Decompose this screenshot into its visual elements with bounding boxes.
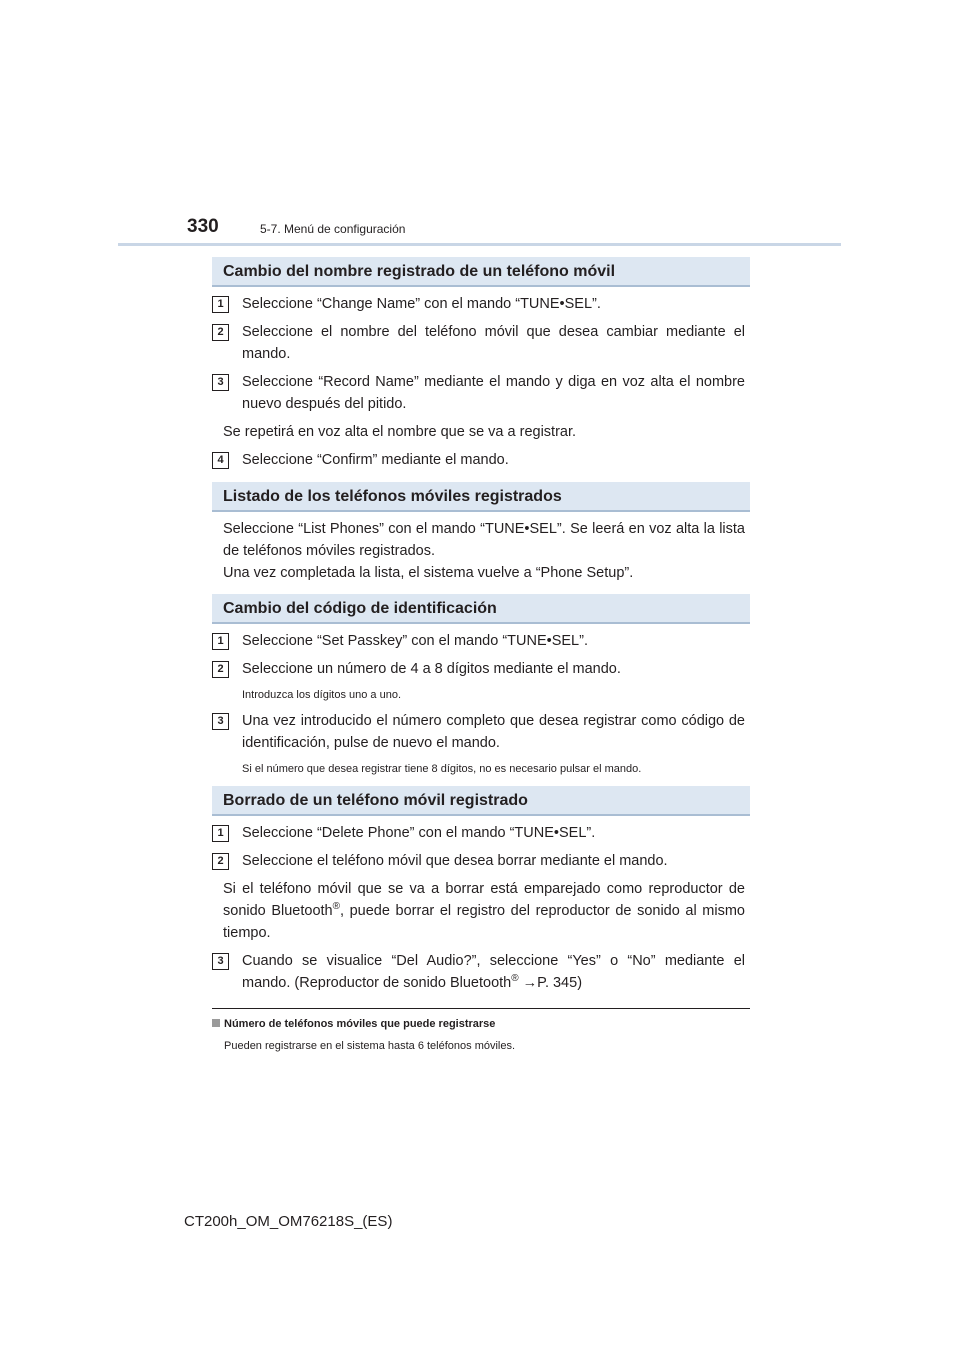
- step-number: 4: [212, 452, 229, 469]
- step-number: 1: [212, 633, 229, 650]
- step-number: 2: [212, 853, 229, 870]
- body-paragraph: Seleccione “List Phones” con el mando “TUNE•SEL”. Se leerá en voz alta la lista de teléfonos móviles registrados.: [223, 521, 745, 559]
- paragraph-part: , puede borrar el registro del reproductor de sonido al mismo tiempo.: [223, 903, 745, 941]
- step-text: Seleccione “Delete Phone” con el mando “TUNE•SEL”.: [242, 825, 596, 841]
- note-title-text: Número de teléfonos móviles que puede registrarse: [224, 1018, 496, 1030]
- document-code: CT200h_OM_OM76218S_(ES): [184, 1213, 393, 1230]
- step-text: [242, 950, 745, 994]
- step-number: 2: [212, 324, 229, 341]
- body-paragraph: [223, 878, 745, 944]
- step-text: Seleccione el teléfono móvil que desea borrar mediante el mando.: [242, 853, 668, 869]
- body-paragraph: Una vez completada la lista, el sistema vuelve a “Phone Setup”.: [223, 565, 634, 581]
- step-text-part: Cuando se visualice “Del Audio?”, seleccione “Yes” o “No” mediante el mando. (Reproductor de sonido Bluetooth: [242, 953, 745, 991]
- paragraph-part: Si el teléfono móvil que se va a borrar está emparejado como reproductor de sonido Bluetooth: [223, 881, 745, 919]
- note-divider: [212, 1008, 750, 1009]
- note-title: [212, 1018, 495, 1030]
- step-text: Seleccione “Record Name” mediante el mando y diga en voz alta el nombre nuevo después del pitido.: [242, 374, 745, 412]
- step-text: Seleccione “Change Name” con el mando “TUNE•SEL”.: [242, 296, 601, 312]
- registered-mark: ®: [511, 973, 519, 985]
- step-number: 1: [212, 825, 229, 842]
- small-note: Si el número que desea registrar tiene 8 dígitos, no es necesario pulsar el mando.: [242, 763, 642, 775]
- square-bullet-icon: [212, 1019, 220, 1027]
- step-number: 3: [212, 953, 229, 970]
- step-text: Seleccione un número de 4 a 8 dígitos mediante el mando.: [242, 661, 621, 677]
- small-note: Introduzca los dígitos uno a uno.: [242, 689, 401, 701]
- step-text: Seleccione el nombre del teléfono móvil que desea cambiar mediante el mando.: [242, 324, 745, 362]
- section-heading: Cambio del nombre registrado de un teléfono móvil: [212, 257, 750, 287]
- body-paragraph: Se repetirá en voz alta el nombre que se va a registrar.: [223, 424, 577, 440]
- step-text: Seleccione “Set Passkey” con el mando “TUNE•SEL”.: [242, 633, 588, 649]
- step-text: Seleccione “Confirm” mediante el mando.: [242, 452, 509, 468]
- registered-mark: ®: [332, 901, 340, 913]
- step-number: 3: [212, 374, 229, 391]
- header-divider: [118, 243, 841, 246]
- chapter-title: 5-7. Menú de configuración: [260, 222, 406, 236]
- step-number: 2: [212, 661, 229, 678]
- section-heading: Cambio del código de identificación: [212, 594, 750, 624]
- step-number: 3: [212, 713, 229, 730]
- page-reference: →P. 345): [518, 975, 583, 991]
- section-heading: Listado de los teléfonos móviles registrados: [212, 482, 750, 512]
- page-number: 330: [187, 216, 219, 237]
- step-text: Una vez introducido el número completo que desea registrar como código de identificación, pulse de nuevo el mando.: [242, 713, 745, 751]
- section-heading: Borrado de un teléfono móvil registrado: [212, 786, 750, 816]
- step-number: 1: [212, 296, 229, 313]
- note-text: Pueden registrarse en el sistema hasta 6 teléfonos móviles.: [224, 1040, 516, 1052]
